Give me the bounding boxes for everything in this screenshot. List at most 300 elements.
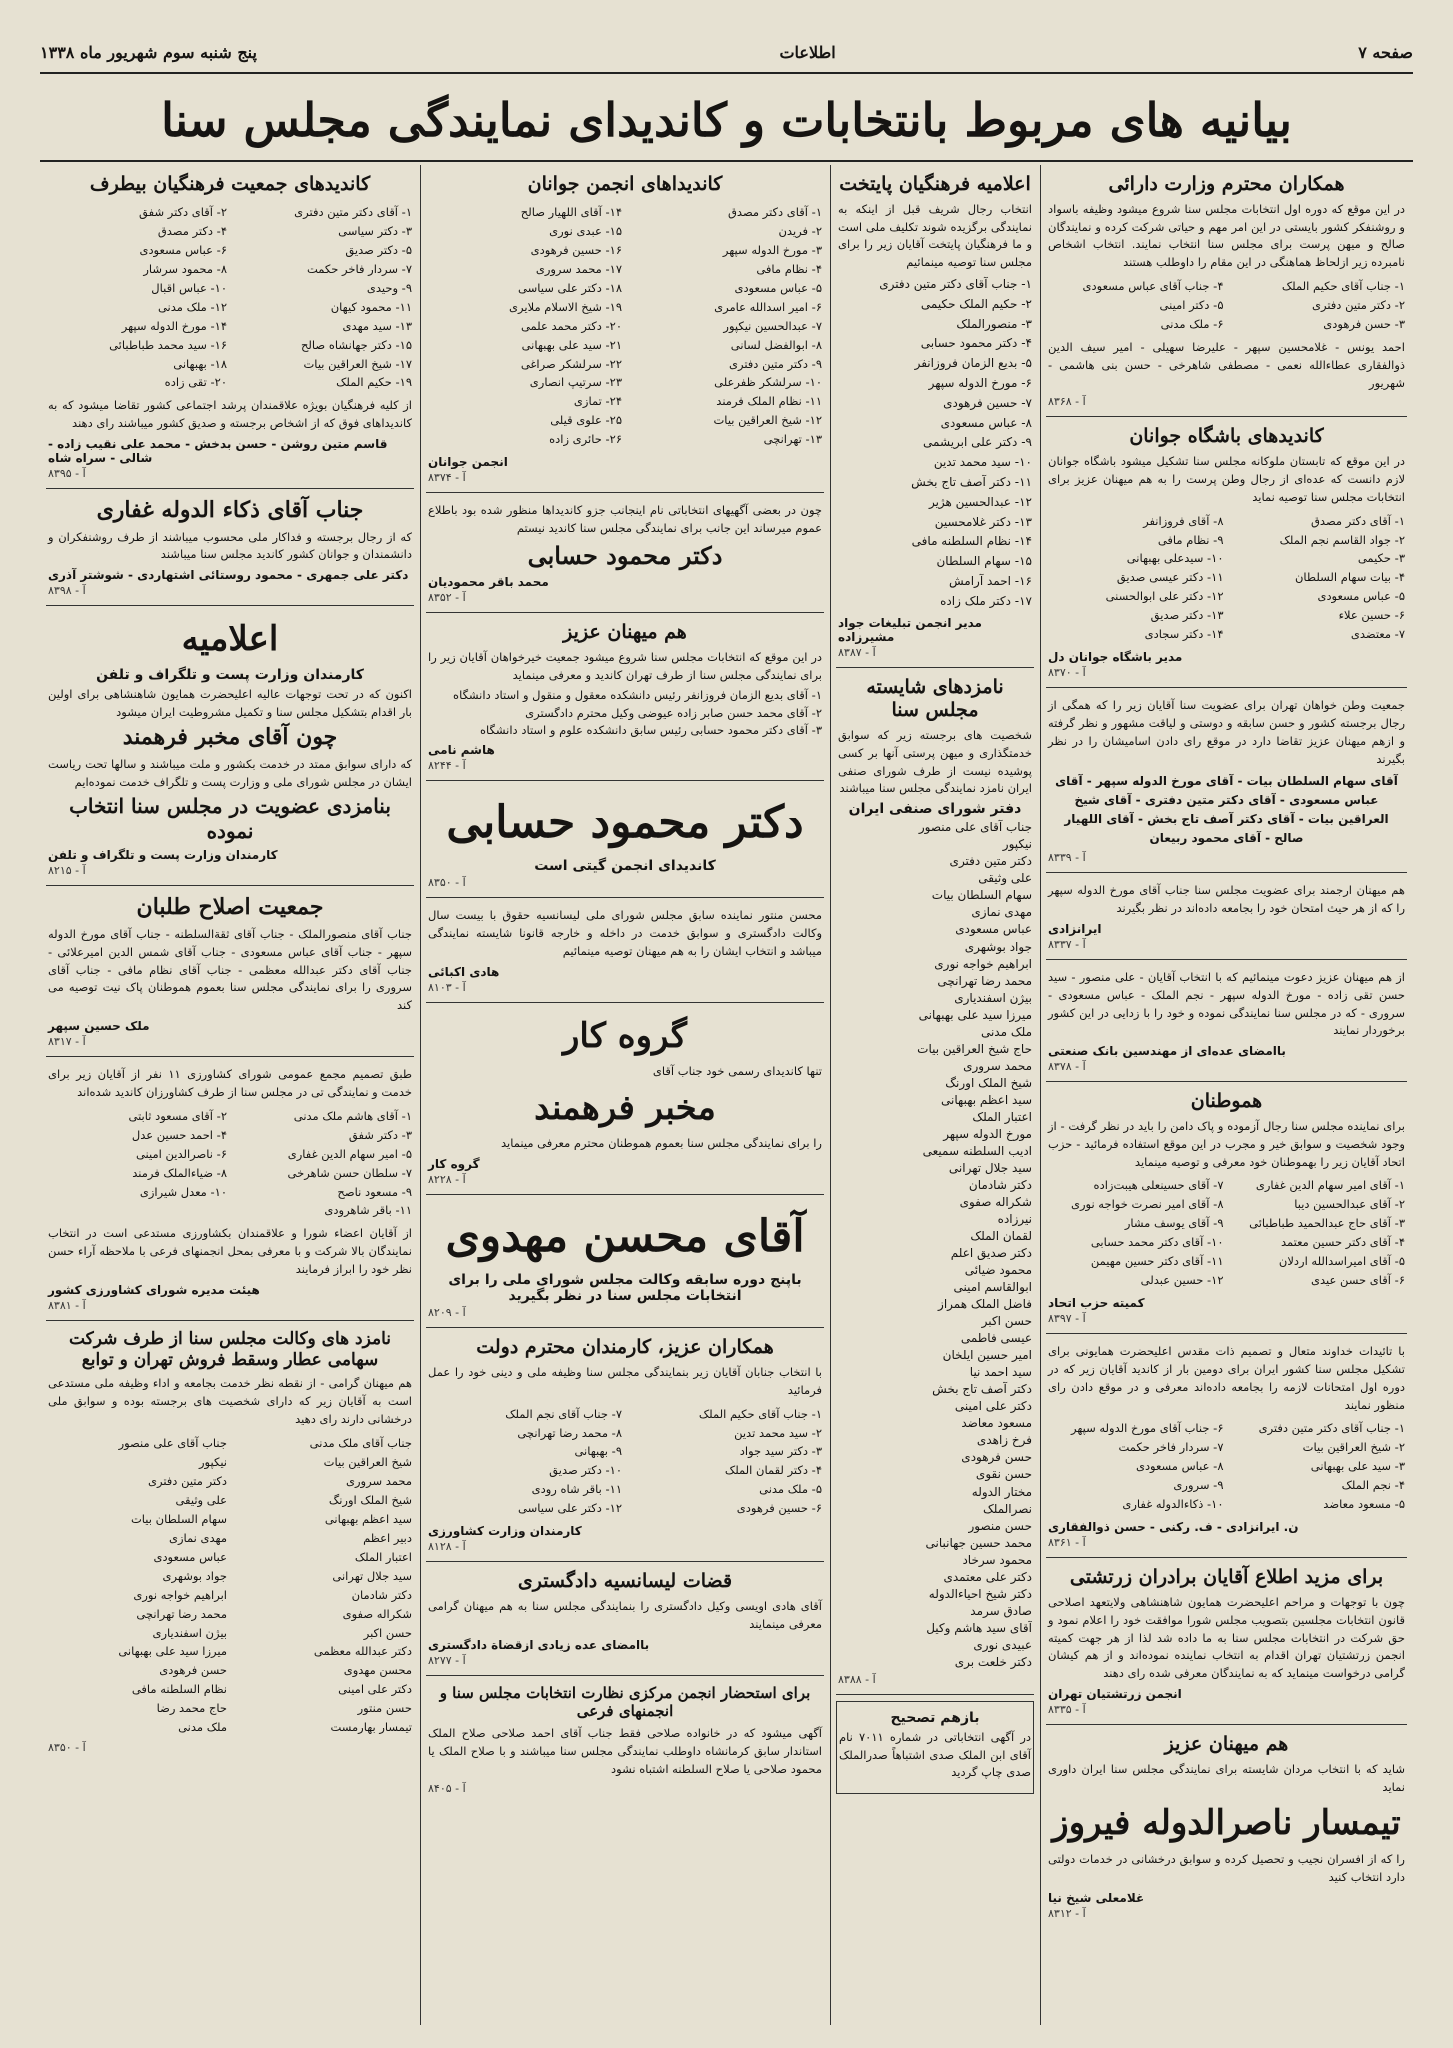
list-item: ۸- آقای فروزانفر — [1143, 513, 1224, 528]
ad-title: بازهم تصحیح — [890, 1709, 980, 1726]
list-item: مختار الدوله — [971, 1484, 1032, 1499]
list-item: ۱۰- سید محمد تدین — [933, 455, 1032, 470]
ad-text: را که از افسران نجیب و تحصیل کرده و سوابق درخشانی در خدمات دولتی دارد انتخاب کنید — [1048, 1851, 1405, 1884]
ad-title: هم میهنان عزیز — [1164, 1733, 1289, 1756]
list-item: ۱- جناب آقای حکیم الملک — [1281, 279, 1405, 293]
candidate-list — [48, 203, 227, 393]
list-item: دکتر علی امینی — [954, 1399, 1032, 1414]
list-item: ۴- دکتر لقمان الملک — [724, 1463, 822, 1478]
list-item: علی وثیقی — [978, 871, 1032, 886]
ad-civil-servants — [426, 1328, 824, 1562]
list-item: ۷- سردار فاخر حکمت — [1118, 1440, 1224, 1455]
list-item: ۸- عباس مسعودی — [940, 415, 1032, 430]
list-item: ملک مدنی — [980, 1024, 1032, 1039]
list-item: ۵- عباس مسعودی — [1317, 589, 1405, 604]
list-item: ۱۳- تهرانچی — [763, 432, 822, 447]
ad-text: محسن منتور نماینده سابق مجلس شورای ملی لیسانسیه حقوق با بیست سال وکالت دادگستری و سوابق خدمت در داخله و خارجه قانونا شایسته نمایندگی میباشد و انتخاب ایشان را به هم میهنان توصیه مینمائیم — [428, 908, 822, 958]
list-item: ۸- محمود سرشار — [143, 261, 227, 276]
list-item: ۱۶- سید محمد طباطبائی — [109, 337, 227, 352]
candidate-list — [1230, 1176, 1406, 1290]
list-item: ۱۴- مورخ الدوله سپهر — [121, 318, 227, 333]
list-item: ۵- مسعود معاضد — [1323, 1497, 1405, 1512]
candidate-list — [428, 1405, 622, 1519]
ad-code: آ - ۸۳۷۴ — [428, 471, 466, 485]
list-item: ۳- آقای دکتر محمود حسابی رئیس سابق دانشکده علوم و استاد دانشگاه — [480, 722, 822, 737]
ad-bank-engineers — [1046, 960, 1407, 1082]
ad-guild-council — [836, 668, 1034, 1695]
list-item: تیمسار بهارمست — [330, 1720, 412, 1735]
candidate-list — [233, 1107, 412, 1221]
list-item: ۱۲- شیخ العراقین بیات — [713, 413, 822, 428]
list-item: ۲- آقای عبدالحسین دیبا — [1294, 1197, 1405, 1212]
list-item: حسن اکبر — [363, 1625, 412, 1640]
ad-signature: مدیر انجمن تبلیغات جواد مشیرزاده — [838, 615, 982, 644]
list-item: سهام السلطان بیات — [931, 888, 1032, 903]
list-item: ۱- جناب آقای حکیم الملک — [698, 1406, 822, 1421]
list-item: دکتر متین دفتری — [147, 1473, 227, 1488]
list-item: ۱۱- باقر شاه رودی — [531, 1482, 622, 1497]
list-item: جناب آقای ملک مدنی — [309, 1435, 412, 1450]
list-item: فرخ زاهدی — [976, 1433, 1032, 1448]
ad-code: آ - ۸۳۵۰ — [48, 1741, 86, 1755]
ad-neutral-teachers — [46, 165, 414, 489]
ad-title: هم میهنان عزیز — [563, 620, 687, 643]
ad-signature: باامضای عده زیادی ازقضاة دادگستری — [428, 1637, 650, 1652]
list-item: ۵- دکتر صدیق — [345, 242, 412, 257]
list-item: دکتر صدیق اعلم — [950, 1246, 1032, 1261]
ad-text: شخصیت های برجسته زیر که سوابق خدمتگذاری و میهن پرستی آنها بر کسی پوشیده نیست از طرف شورای صنفی ایران نامزد نمایندگی مجلس سنا میباشند — [838, 728, 1032, 796]
ad-text: را برای نمایندگی مجلس سنا بعموم هموطنان محترم معرفی مینماید — [500, 1136, 822, 1151]
candidate-list — [838, 275, 1032, 612]
list-item: ۱۰- دکتر صدیق — [549, 1463, 622, 1478]
list-item: حسن اکبر — [981, 1314, 1032, 1329]
ad-code: آ - ۸۳۵۲ — [428, 590, 466, 604]
list-item: ۴- نجم الملک — [1341, 1478, 1405, 1493]
ad-signature: کارمندان وزارت کشاورزی — [428, 1524, 582, 1539]
ad-signatories: احمد یونس - غلامحسین سپهر - علیرضا سهیلی - امیر سیف الدین ذوالفقاری عطاءالله نعمی - مصطفی شاهرخی - حسن بنی هاشمی - شهریور — [1048, 339, 1405, 390]
list-item: ۱- آقای دکتر مصدق — [727, 204, 822, 219]
list-item: ۱۳- دکتر غلامحسین — [934, 514, 1032, 529]
candidate-list — [233, 203, 412, 393]
list-item: ۳- دکتر سیاسی — [338, 223, 412, 238]
ad-teachers-capital — [836, 165, 1034, 668]
list-item: ۱۸- بهبهانی — [173, 356, 227, 371]
candidate-list — [428, 203, 622, 450]
list-item: ۲- آقای دکتر شفق — [139, 204, 227, 219]
issue-date: پنج شنبه سوم شهریور ماه ۱۳۳۸ — [40, 42, 257, 62]
candidate-list — [1230, 512, 1406, 645]
list-item: حسن نقوی — [975, 1467, 1032, 1482]
ad-code: آ - ۸۳۷۸ — [1048, 1060, 1086, 1074]
list-item: ۳- دکتر سید جواد — [739, 1444, 822, 1459]
ad-code: آ - ۸۳۱۲ — [1048, 1906, 1086, 1920]
ad-signature: هادی اکبائی — [428, 964, 500, 979]
list-item: محمود ضیائی — [964, 1263, 1032, 1278]
ad-code: آ - ۸۳۱۷ — [48, 1035, 86, 1048]
list-item: ۴- دکتر محمود حسابی — [920, 336, 1032, 351]
column-1 — [1040, 165, 1413, 2030]
list-item: دکتر عبدالله معظمی — [313, 1644, 412, 1659]
ad-code: آ - ۸۳۳۵ — [1048, 1703, 1086, 1717]
list-item: ۱۴- نظام السلطنه مافی — [911, 534, 1032, 549]
list-item: ۱۱- دکتر آصف تاج بخش — [911, 474, 1032, 489]
list-item: میرزا سید علی بهبهانی — [118, 1644, 227, 1659]
ad-finance-ministry — [1046, 165, 1407, 417]
ad-code: آ - ۸۴۰۵ — [428, 1781, 466, 1795]
ad-code: آ - ۸۳۳۹ — [1048, 851, 1086, 865]
ad-title: برای مزید اطلاع آقایان برادران زرتشتی — [1069, 1566, 1384, 1589]
ad-text: آگهی میشود که در خانواده صلاحی فقط جناب آقای احمد صلاحی صلاح الملک استاندار سابق کرمانشاه داوطلب نمایندگی مجلس سنا میباشند و با صلاح الملک یا محمود صلاحی یا صلاح السلطنه اشتباه نشود — [428, 1726, 822, 1776]
list-item: ۷- معتضدی — [1350, 627, 1405, 642]
list-item: محمد سروری — [345, 1473, 412, 1488]
ad-code: آ - ۸۲۰۹ — [428, 1306, 466, 1320]
list-item: مسعود معاضد — [961, 1416, 1032, 1431]
list-item: جواد بوشهری — [964, 939, 1032, 954]
list-item: ۱- جناب آقای دکتر متین دفتری — [1258, 1421, 1405, 1436]
list-item: جناب آقای علی منصور — [918, 820, 1032, 835]
list-item: ۴- بیات سهام السلطان — [1294, 570, 1405, 585]
list-item: محمد حسین جهانبانی — [925, 1535, 1032, 1550]
list-item: عباس مسعودی — [955, 922, 1032, 937]
column-2 — [830, 165, 1040, 2030]
list-item: ۲۲- سرلشکر صراغی — [520, 356, 622, 371]
list-item: ۲- آقای محمد حسن صابر زاده عیوضی وکیل محترم دادگستری — [525, 705, 822, 720]
page-headline: بیانیه های مربوط بانتخابات و کاندیدای نمایندگی مجلس سنا — [40, 80, 1413, 162]
list-item: ابراهیم خواجه نوری — [133, 1587, 227, 1602]
ad-nomination: بنامزدی عضویت در مجلس سنا انتخاب نموده — [69, 794, 391, 844]
list-item: ۸- ابوالفضل لسانی — [730, 337, 822, 352]
list-item: عبیدی نوری — [973, 1637, 1032, 1652]
list-item: ۲- جواد القاسم نجم الملک — [1279, 532, 1405, 547]
list-item: صادق سرمد — [970, 1603, 1032, 1618]
list-item: ۱۶- حسین فرهودی — [530, 242, 622, 257]
ad-ghaffari — [46, 489, 414, 606]
candidate-names: آقای سهام السلطان بیات - آقای مورخ الدوله سپهر - آقای عباس مسعودی - آقای دکتر متین دفتری - آقای شیخ العراقین بیات - آقای دکتر آصف تاج بخش - آقای اللهیار صالح - آقای محمود ربیعان — [1055, 773, 1398, 846]
candidate-list — [628, 203, 822, 450]
candidate-list — [428, 687, 822, 739]
ad-title: کاندیدهای باشگاه جوانان — [1129, 425, 1324, 448]
list-item: نصرالملک — [982, 1501, 1032, 1516]
list-item: ۷- جناب آقای نجم الملک — [505, 1406, 622, 1421]
list-item: شیخ العراقین بیات — [323, 1454, 412, 1469]
ad-code: آ - ۸۱۰۳ — [428, 980, 466, 994]
list-item: ۱۱- آقای دکتر حسین مهیمن — [1090, 1254, 1224, 1269]
list-item: دکتر شادمان — [351, 1587, 412, 1602]
list-item: ۱۹- حکیم الملک — [336, 375, 412, 390]
list-item: نیرزاده — [997, 1212, 1032, 1227]
list-item: ۹- مسعود ناصح — [337, 1184, 412, 1199]
list-item: امیر حسین ایلخان — [942, 1348, 1032, 1363]
list-item: حاج شیخ العراقین بیات — [917, 1041, 1032, 1056]
list-item: محمود سرخاد — [962, 1552, 1032, 1567]
list-item: دکتر شادمان — [968, 1177, 1032, 1192]
list-item: ۴- نظام مافی — [756, 261, 822, 276]
list-item: بیژن اسفندیاری — [152, 1625, 227, 1640]
ad-signature: ملک حسین سپهر — [48, 1019, 150, 1033]
list-item: حسن فرهودی — [159, 1663, 227, 1678]
ad-code: آ - ۸۳۷۰ — [1048, 666, 1086, 680]
list-item: دبیر اعظم — [363, 1530, 412, 1545]
list-item: ۱۰- معدل شیرازی — [139, 1184, 227, 1199]
list-item: ۵- ملک مدنی — [759, 1482, 822, 1497]
list-item: ۱- آقای دکتر مصدق — [1310, 513, 1405, 528]
list-item: ۲- حکیم الملک حکیمی — [920, 296, 1032, 311]
ad-reformists — [46, 886, 414, 1057]
ad-youth-club — [1046, 417, 1407, 688]
ad-code: آ - ۸۳۸۸ — [838, 1672, 876, 1686]
list-item: میرزا سید علی بهبهانی — [918, 1007, 1032, 1022]
ad-signature: غلامعلی شیخ نیا — [1048, 1890, 1145, 1905]
ad-text: هم میهنان گرامی - از نقطه نظر خدمت بجامعه و اداء وظیفه ملی مستدعی است به آقایان زیر که دارای شخصیت های برجسته بوده و سوابق ملی درخشانی دارند رای دهید — [48, 1376, 412, 1426]
list-item: ۷- عبدالحسین نیکپور — [723, 318, 822, 333]
list-item: ۲- دکتر متین دفتری — [1311, 297, 1405, 312]
list-item: ۹- سروری — [1173, 1478, 1224, 1493]
ad-text: انتخاب رجال شریف قبل از اینکه به نمایندگی برگزیده شوند تکلیف ملی است و ما فرهنگیان پایتخت آقایان زیر را برای مجلس سنا توصیه مینمائیم — [838, 201, 1032, 270]
list-item: ۵- بدیع الزمان فروزانفر — [914, 356, 1032, 371]
list-item: ابراهیم خواجه نوری — [934, 956, 1032, 971]
list-item: ۱۲- حسین عبدلی — [1140, 1273, 1224, 1288]
list-item: دکتر علی امینی — [338, 1682, 412, 1697]
ad-title: جناب آقای ذکاء الدوله غفاری — [96, 497, 364, 524]
list-item: ۱- آقای بدیع الزمان فروزانفر رئیس دانشکده معقول و منقول و استاد دانشگاه — [453, 688, 822, 703]
list-item: ۹- دکتر متین دفتری — [728, 356, 822, 371]
ad-title: دکتر محمود حسابی — [446, 797, 804, 849]
list-item: ۱۲- عبدالحسین هژیر — [928, 494, 1032, 509]
list-item: ۱۰- آقای دکتر محمد حسابی — [1090, 1235, 1224, 1250]
ad-text: که از رجال برجسته و فداکار ملی محسوب میباشند از طرف روشنفکران و دانشمندان و جوانان کشور کاندید مجلس سنا میباشند — [48, 529, 412, 562]
ad-title: نامزد های وکالت مجلس سنا از طرف شرکت سهامی عطار وسقط فروش تهران و توابع — [68, 1328, 391, 1371]
list-item: ۱۳- سید مهدی — [342, 318, 412, 333]
ad-signature: انجمن جوانان — [428, 455, 508, 470]
ad-signature: ن. ایرانزادی - ف. رکنی - حسن ذوالفقاری — [1048, 1520, 1299, 1535]
list-item: ۴- احمد حسین عدل — [131, 1127, 227, 1142]
list-item: ۱۲- دکتر علی ابوالحسنی — [1105, 589, 1224, 604]
ad-title: اعلامیه — [181, 619, 279, 660]
list-item: ۱۹- شیخ الاسلام ملایری — [509, 299, 622, 314]
ad-mahdavi — [426, 1195, 824, 1328]
ad-text: در این موقع که دوره اول انتخابات مجلس سنا شروع میشود وظیفه باسواد و روشنفکر کشور بایستی در این امر مهم و حیاتی شرکت کرده و نمایندگان صالح و میهن پرست برای مجلس سنا انتخاب نمایند. انتخاب اشخاص نامبرده زیر ازلحاظ هماهنگی در این مقام را داوطلب هستند — [1048, 201, 1405, 270]
ad-code: آ - ۸۱۲۸ — [428, 1540, 466, 1554]
ad-text: در این موقع که انتخابات مجلس سنا شروع میشود جمعیت خیرخواهان آقایان زیر را برای نمایندگی مجلس سنا از طرف تهران کاندید و معرفی مینماید — [428, 649, 822, 682]
list-item: عیسی فاطمی — [960, 1331, 1032, 1346]
ad-text: از هم میهنان عزیز دعوت مینمائیم که با انتخاب آقایان - علی منصور - سید حسن تقی زاده - مورخ الدوله سپهر - نجم الملک - عباس مسعودی - سروری - که در مجلس سنا نمایندگی نموده و خود را با زدایی در این کشور برخوردار نمایند — [1048, 969, 1405, 1038]
list-item: جواد بوشهری — [162, 1568, 227, 1583]
list-item: محمد رضا تهرانچی — [136, 1606, 227, 1621]
ad-benevolents — [426, 613, 824, 781]
ad-code: آ - ۸۳۳۷ — [1048, 937, 1086, 951]
list-item: حسن فرهودی — [961, 1450, 1032, 1465]
list-item: ۹- وحیدی — [366, 280, 412, 295]
list-item: ۱۳- دکتر صدیق — [1150, 608, 1224, 623]
ad-title: گروه کار — [563, 1015, 687, 1056]
list-item: فاضل الملک همراز — [938, 1297, 1032, 1312]
list-item: ۱۲- ملک مدنی — [157, 299, 227, 314]
list-item: ۱۵- سهام السلطان — [936, 554, 1032, 569]
list-item: مهدی نمازی — [168, 1530, 227, 1545]
list-item: ۸- عباس مسعودی — [1135, 1459, 1224, 1474]
ad-title: کاندیداهای انجمن جوانان — [527, 173, 723, 195]
ad-candidate-name: چون آقای مخبر فرهمند — [122, 724, 338, 751]
list-item: حسن منتور — [357, 1701, 412, 1716]
list-item: اعتبار الملک — [354, 1549, 412, 1564]
ad-post-telegraph — [46, 606, 414, 886]
list-item: ۳- سید علی بهبهانی — [1310, 1459, 1405, 1474]
list-item: ۶- حسین فرهودی — [736, 1501, 822, 1516]
list-item: دکتر شیخ احیاءالدوله — [928, 1586, 1032, 1601]
list-item: عباس مسعودی — [153, 1549, 227, 1564]
ad-title: قضات لیسانسیه دادگستری — [517, 1570, 733, 1593]
ad-code: آ - ۸۳۹۷ — [1048, 1312, 1086, 1326]
list-item: نیکپور — [1002, 837, 1032, 852]
list-item: ۵- عباس مسعودی — [734, 280, 822, 295]
list-item: ۲۵- علوی قیلی — [550, 413, 622, 428]
column-4 — [40, 165, 420, 2030]
ad-text: چون در بعضی آگهیهای انتخاباتی نام اینجانب جزو کاندیداها منظور شده بود باطلاع عموم میرساند این جانب برای نمایندگی مجلس سنا کاندید نیستم — [428, 503, 822, 536]
ad-title: هموطنان — [1190, 1090, 1263, 1113]
ad-zoroastrians — [1046, 1558, 1407, 1725]
list-item: شکراله صفوی — [959, 1194, 1032, 1209]
ad-text: با انتخاب جنابان آقایان زیر بنمایندگی مجلس سنا وظیفه ملی و دینی خود را عمل فرمائید — [428, 1364, 822, 1397]
ad-text: که دارای سوابق ممتد در خدمت بکشور و ملت میباشند و سالها تحت ریاست ایشان در مجلس شورای ملی و وزارت پست و تلگراف خدمت نموده‌ایم — [48, 756, 412, 789]
list-item: ۲۱- سید علی بهبهانی — [521, 337, 622, 352]
list-item: ۲۶- حائری زاده — [549, 432, 622, 447]
ad-title: همکاران محترم وزارت دارائی — [1108, 173, 1345, 195]
list-item: ۲۰- تقی زاده — [164, 375, 227, 390]
list-item: ۱۰- ذکاءالدوله غفاری — [1122, 1497, 1224, 1512]
ad-agriculture-council — [46, 1057, 414, 1321]
ad-text: آقای هادی اویسی وکیل دادگستری را بنمایندگی مجلس سنا به هم میهنان گرامی معرفی مینمایند — [428, 1599, 822, 1631]
list-item: ۸- آقای امیر نصرت خواجه نوری — [1070, 1197, 1224, 1212]
list-item: ۶- ناصرالدین امینی — [135, 1146, 227, 1161]
list-item: ابوالقاسم امینی — [953, 1280, 1032, 1295]
ad-montor — [426, 898, 824, 1002]
ad-text: تنها کاندیدای رسمی خود جناب آقای — [652, 1064, 822, 1079]
ad-code: آ - ۸۳۸۱ — [48, 1298, 86, 1312]
list-item: ۲- فریدن — [778, 223, 822, 238]
ad-text: چون با توجهات و مراحم اعلیحضرت همایون شاهنشاهی ولایتعهد اصلاحی قانون انتخابات مجلسین بتصویب مجلس شورا موافقت خود را اعلام نمود و حق شرکت در انتخابات مجلس سنا به ما داده شد لذا از هر جهت کمیته انجمن زرتشتیان تهران اقدام به انتخاب نماینده نموده‌اند و از هم کیشان گرامی درخواست مینماید که به نمایندگان معرفی شده رای دهند — [1048, 1595, 1405, 1681]
list-item: سید جلال تهرانی — [948, 1160, 1032, 1175]
list-item: حسن منصور — [968, 1518, 1032, 1533]
ad-candidate-name: دکتر محمود حسابی — [527, 540, 723, 570]
list-item: ۶- آقای حسن عیدی — [1311, 1273, 1405, 1288]
ad-work-group — [426, 1003, 824, 1196]
list-item: ۱۶- احمد آرامش — [948, 573, 1032, 588]
list-item: ۱۴- آقای اللهیار صالح — [520, 204, 622, 219]
list-item: ۷- سردار فاخر حکمت — [306, 261, 412, 276]
ad-signature: محمد باقر محمودیان — [428, 574, 549, 589]
ad-signature: هیئت مدیره شورای کشاورزی کشور — [48, 1282, 260, 1297]
list-item: ۳- دکتر شفق — [348, 1127, 412, 1142]
ad-title: همکاران عزیز، کارمندان محترم دولت — [476, 1336, 774, 1359]
ad-text: در این موقع که تابستان ملوکانه مجلس سنا تشکیل میشود باشگاه جوانان لازم دانست که عده‌ای از رجال وطن پرست را به هم میهنان عزیز برای انتخابات مجلس سنا توصیه نماید — [1048, 454, 1405, 504]
page-number: صفحه ۷ — [1358, 42, 1413, 62]
list-item: ۹- آقای یوسف مشار — [1124, 1216, 1224, 1231]
list-item: ۶- امیر اسدالله عامری — [714, 299, 822, 314]
list-item: ۳- مورخ الدوله سپهر — [722, 242, 822, 257]
list-item: ۶- حسین علاء — [1338, 608, 1405, 623]
list-item: ۲۴- تمازی — [573, 394, 622, 409]
list-item: ۱۰- سرلشکر ظفرعلی — [714, 375, 822, 390]
list-item: ۵- آقای امیراسدالله اردلان — [1278, 1254, 1405, 1269]
list-item: ۹- نظام مافی — [1157, 532, 1224, 547]
list-item: محمد رضا تهرانچی — [937, 973, 1032, 988]
ad-signature: کمیته حزب اتحاد — [1048, 1296, 1145, 1311]
list-item: جناب آقای علی منصور — [118, 1435, 227, 1450]
list-item: ۳- آقای حاج عبدالحمید طباطبائی — [1249, 1216, 1405, 1231]
list-item: مورخ الدوله سپهر — [943, 1126, 1032, 1141]
ad-text: جمعیت وطن خواهان تهران برای عضویت سنا آقایان زیر را که همگی از رجال برجسته کشور و حسن سابقه و دوستی و لیاقت مشهور و نظر گرفته و ازهم میهنان عزیز تقاضا دارد در موقع رای دادن اسامیشان را در نظر بگیرند — [1048, 698, 1405, 766]
candidate-list — [233, 1434, 412, 1738]
ad-text: برای نماینده مجلس سنا رجال آزموده و پاک دامن را باید در نظر گرفت - از وجود شخصیت و سوابق خیر و مجرب در این موقع استفاده فرمائید - حزب اتحاد آقایان زیر را بهموطنان خود معرفی و توصیه مینماید — [1048, 1118, 1405, 1169]
list-item: نیکپور — [199, 1454, 227, 1469]
list-item: ۱۱- نظام الملک فرمند — [716, 394, 822, 409]
ad-text: جناب آقای منصورالملک - جناب آقای ثقةالسلطنه - جناب آقای مورخ الدوله سپهر - جناب آقای عباس مسعودی - جناب آقای شمس الدین امیرعلائی - جناب آقای دکتر عبدالله معظمی - جناب آقای نظام مافی - جناب آقای سروری را برای نمایندگی مجلس سنا بعموم هموطنان پاک نیت توصیه می کند — [48, 926, 412, 1013]
list-item: نظام السلطنه مافی — [131, 1682, 227, 1697]
list-item: ۸- ضیاءالملک فرمند — [132, 1165, 227, 1180]
list-item: ۱۱- محمود کیهان — [330, 299, 412, 314]
list-item: ۷- آقای حسینعلی هیبت‌زاده — [1093, 1178, 1224, 1193]
ad-signature: گروه کار — [428, 1157, 480, 1172]
ad-text: طبق تصمیم مجمع عمومی شورای کشاورزی ۱۱ نفر از آقایان زیر برای خدمت و نمایندگی تی در مجلس سنا از طرف کشاورزان کاندید شده‌اند — [48, 1067, 413, 1099]
masthead — [40, 32, 1413, 74]
candidate-list — [1230, 1419, 1406, 1514]
list-item: ۲- آقای مسعود ثابتی — [128, 1108, 227, 1123]
ad-signature: کارمندان وزارت پست و تلگراف و تلفن — [48, 848, 278, 863]
ad-text: اکنون که در تحت توجهات عالیه اعلیحضرت همایون شاهنشاهی برای اولین بار اقدام بتشکیل مجلس سنا و تکمیل مشروطیت ایران میشود — [48, 686, 412, 719]
list-item: ۴- دکتر مصدق — [157, 223, 227, 238]
list-item: ۱۱- باقر شاهرودی — [324, 1203, 412, 1218]
list-item: ۳- حسن فرهودی — [1323, 316, 1405, 331]
ad-code: آ - ۸۳۵۰ — [428, 876, 466, 890]
ad-signature: ایرانزادی — [1048, 921, 1102, 936]
list-item: ۹- بهبهانی — [574, 1444, 622, 1459]
list-item: محسن مهدوی — [343, 1663, 412, 1678]
list-item: علی وثیقی — [175, 1492, 227, 1507]
list-item: آقای سید هاشم وکیل — [926, 1620, 1032, 1635]
ad-title: جمعیت اصلاح طلبان — [136, 894, 324, 921]
ad-candidate-name: مخبر فرهمند — [534, 1087, 716, 1128]
ad-code: آ - ۸۳۹۵ — [48, 467, 86, 481]
candidate-list — [838, 819, 1032, 1671]
list-item: ۱۲- دکتر علی سیاسی — [518, 1501, 622, 1516]
ad-code: آ - ۸۳۸۷ — [838, 645, 876, 659]
candidate-list — [48, 1107, 227, 1221]
list-item: حاج محمد رضا — [156, 1701, 227, 1716]
ad-firouz — [1046, 1725, 1407, 1928]
ad-signature: قاسم متین روشن - حسن بدخش - محمد علی نقیب زاده - شالی - سراه شاه — [48, 437, 388, 466]
candidate-list — [1048, 1176, 1224, 1290]
list-item: ۱۸- دکتر علی سیاسی — [518, 280, 622, 295]
ad-text: از کلیه فرهنگیان بویژه علاقمندان پرشد اجتماعی کشور تقاضا میشود که به کاندیداهای فوق که از اشخاص برجسته و صدیق کشور میباشند رای دهند — [48, 398, 412, 431]
ad-code: آ - ۸۳۶۸ — [1048, 395, 1086, 409]
list-item: لقمان الملک — [970, 1229, 1032, 1244]
list-item: ۶- جناب آقای مورخ الدوله سپهر — [1070, 1421, 1224, 1436]
ad-title: کاندیدهای جمعیت فرهنگیان بیطرف — [89, 173, 371, 195]
ad-code: آ - ۸۳۹۸ — [48, 584, 86, 598]
list-item: شکراله صفوی — [342, 1606, 412, 1621]
list-item: ۶- مورخ الدوله سپهر — [928, 375, 1032, 390]
ad-subtitle: دفتر شورای صنفی ایران — [848, 801, 1022, 818]
list-item: ۱- آقای دکتر متین دفتری — [294, 204, 412, 219]
list-item: دکتر علی معتمدی — [943, 1569, 1032, 1584]
list-item: سید جلال تهرانی — [332, 1568, 412, 1583]
list-item: ۶- ملک مدنی — [1160, 316, 1224, 331]
list-item: ۳- منصورالملک — [956, 316, 1032, 331]
ad-signature: دکتر علی جمهری - محمود روستائی اشتهاردی - شوشتر آذری — [48, 568, 409, 583]
ad-text: شاید که با انتخاب مردان شایسته برای نمایندگی مجلس سنا ایران داوری نماید — [1048, 1761, 1405, 1794]
candidate-list — [1048, 512, 1224, 645]
ad-text: با تائیدات خداوند متعال و تصمیم ذات مقدس اعلیحضرت همایونی برای تشکیل مجلس سنا کشور ایران برای دومین بار از کاندید آقایان زیر که در دوره اول امتحانات لازمه را بجامعه داده‌اند معرفی و در موقع دادن رای منظور نمایند — [1048, 1344, 1405, 1412]
